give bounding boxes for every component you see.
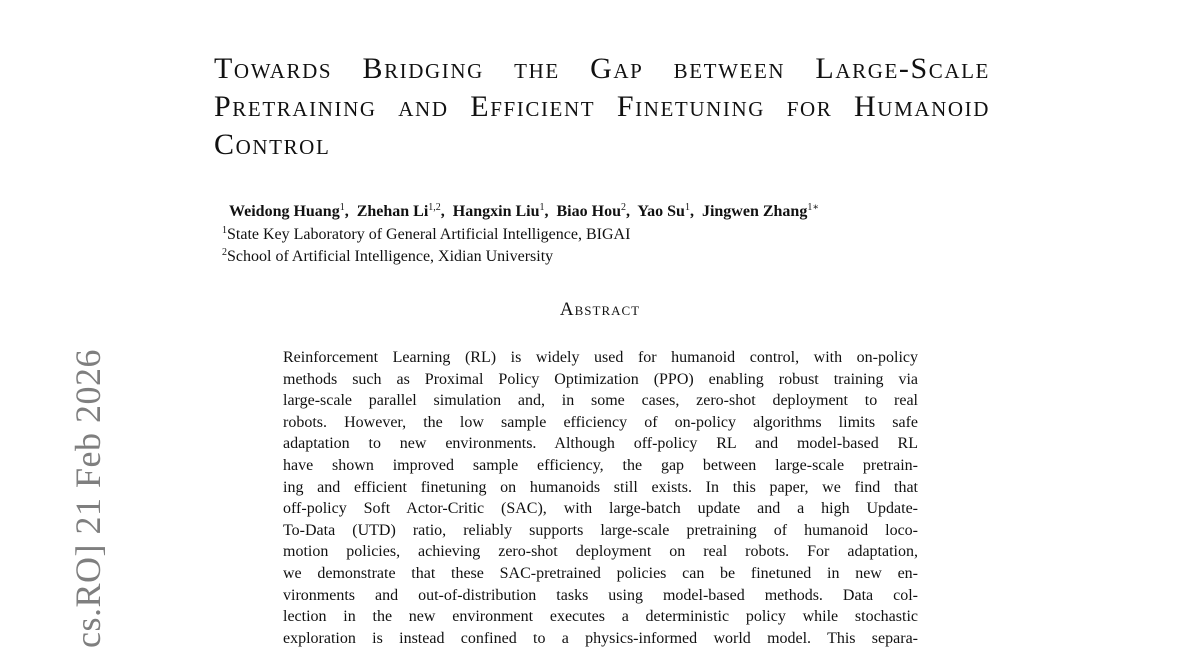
abstract-line: off-policy Soft Actor-Critic (SAC), with large-batch update and a high Update- [283,500,918,518]
affiliation: $^1$State Key Laboratory of General Artificial Intelligence, BIGAI [222,225,631,243]
abstract-line: Reinforcement Learning (RL) is widely used for humanoid control, with on-policy [283,349,918,366]
affiliation: $^2$School of Artificial Intelligence, Xidian University [222,247,554,265]
abstract-line: methods such as Proximal Policy Optimization (PPO) enabling robust training via [283,370,918,388]
abstract-line: adaptation to new environments. Although off-policy RL and model-based RL [283,435,918,453]
abstract-line: To-Data (UTD) ratio, reliably supports large-scale pretraining of humanoid loco- [283,521,918,539]
abstract-line: have shown improved sample efficiency, the gap between large-scale pretrain- [283,456,918,474]
author-list: Weidong Huang$^1$, Zhehan Li$^{1,2}$, Hangxin Liu$^1$, Biao Hou$^2$, Yao Su$^1$, Jingwen Zhang$^{1∗}$ [229,202,820,220]
abstract-line: ing and efficient finetuning on humanoids still exists. In this paper, we find that [283,478,918,496]
abstract-body [283,347,918,648]
abstract-line: vironments and out-of-distribution tasks using model-based methods. Data col- [283,586,918,604]
author: Zhehan Li$^{1,2}$ [356,202,441,220]
abstract-line: robots. However, the low sample efficiency of on-policy algorithms limits safe [283,413,918,431]
author: Biao Hou$^2$ [556,202,626,220]
author: Weidong Huang$^1$ [229,202,345,220]
author: Yao Su$^1$ [637,202,690,220]
abstract-line: motion policies, achieving zero-shot deployment on real robots. For adaptation, [283,543,918,561]
abstract-line: we demonstrate that these SAC-pretrained policies can be finetuned in new en- [283,564,918,582]
abstract-line: exploration is instead confined to a physics-informed world model. This separa- [283,629,918,647]
arxiv-side-stamp: cs.RO] 21 Feb 2026 [68,349,108,648]
author: Jingwen Zhang$^{1∗}$ [701,202,820,220]
abstract-heading: Abstract [559,299,641,320]
abstract-line: large-scale parallel simulation and, in some cases, zero-shot deployment to real [283,392,918,410]
abstract-line: lection in the new environment executes a deterministic policy while stochastic [283,608,918,626]
paper-title: Towards Bridging the Gap between Large-Scale Pretraining and Efficient Finetuning for Humanoid Control [214,52,990,161]
author: Hangxin Liu$^1$ [452,202,545,220]
